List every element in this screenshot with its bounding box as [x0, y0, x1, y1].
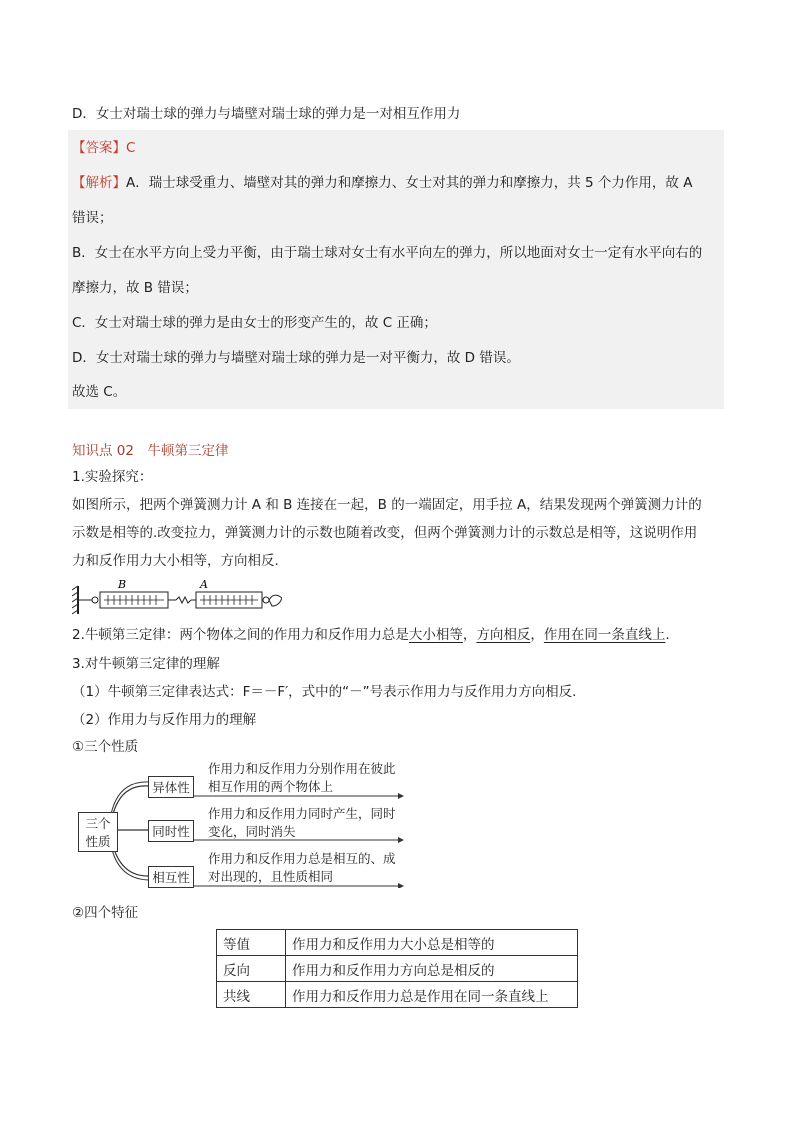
three-properties-mindmap [72, 758, 412, 888]
newton-third-law-line: 2.牛顿第三定律：两个物体之间的作用力和反作用力总是大小相等，方向相反，作用在同一条直线上. [72, 627, 670, 643]
answer-value: C [126, 140, 136, 156]
three-properties-heading: ①三个性质 [72, 739, 139, 755]
experiment-heading: 1.实验探究： [72, 469, 153, 485]
analysis-line-7: 故选 C。 [72, 384, 127, 400]
option-d-text: D．女士对瑞士球的弹力与墙壁对瑞士球的弹力是一对相互作用力 [72, 106, 461, 122]
analysis-line-1: 【解析】A．瑞士球受重力、墙壁对其的弹力和摩擦力、女士对其的弹力和摩擦力，共 5 个力作用，故 A [72, 175, 693, 191]
table-row [217, 982, 578, 1008]
law-underline-1: 大小相等 [408, 627, 463, 643]
law-underline-2: 方向相反 [476, 627, 531, 643]
spring-scale-figure [72, 578, 282, 622]
mindmap-label-simultaneity: 同时性 [148, 820, 194, 842]
analysis-line-5: C．女士对瑞士球的弹力是由女士的形变产生的，故 C 正确； [72, 315, 437, 331]
table-row [217, 956, 578, 982]
analysis-line-3: B．女士在水平方向上受力平衡，由于瑞士球对女士有水平向左的弹力，所以地面对女士一定有水平向右的 [72, 245, 703, 261]
experiment-line-1: 如图所示，把两个弹簧测力计 A 和 B 连接在一起，B 的一端固定，用手拉 A，结果发现两个弹簧测力计的 [72, 497, 702, 513]
mindmap-label-mutuality: 相互性 [148, 866, 194, 888]
mindmap-label-heterogeneity: 异体性 [148, 776, 194, 798]
feature-key: 反向 [217, 956, 286, 982]
answer-label: 【答案】 [72, 140, 126, 156]
analysis-line-4: 摩擦力，故 B 错误； [72, 280, 198, 296]
sub2-line: （2）作用力与反作用力的理解 [72, 712, 257, 728]
spring-label-a: A [200, 578, 208, 591]
feature-key: 共线 [217, 982, 286, 1008]
analysis-line-2: 错误； [72, 210, 113, 226]
feature-value: 作用力和反作用力大小总是相等的 [286, 930, 578, 956]
four-features-heading: ②四个特征 [72, 905, 139, 921]
experiment-line-2: 示数是相等的.改变拉力，弹簧测力计的示数也随着改变，但两个弹簧测力计的示数总是相等，这说明作用 [72, 525, 698, 541]
mindmap-desc-heterogeneity: 作用力和反作用力分别作用在彼此 相互作用的两个物体上 [208, 761, 396, 794]
analysis-label: 【解析】 [72, 175, 126, 191]
experiment-line-3: 力和反作用力大小相等，方向相反. [72, 553, 279, 569]
feature-key: 等值 [217, 930, 286, 956]
answer-line [72, 138, 135, 158]
mindmap-desc-simultaneity: 作用力和反作用力同时产生，同时 变化，同时消失 [208, 806, 396, 839]
feature-value: 作用力和反作用力总是作用在同一条直线上 [286, 982, 578, 1008]
law-underline-3: 作用在同一条直线上 [543, 627, 666, 643]
spring-label-b: B [118, 578, 127, 591]
mindmap-desc-mutuality: 作用力和反作用力总是相互的、成 对出现的，且性质相同 [208, 851, 396, 884]
section-title: 知识点 02 牛顿第三定律 [72, 443, 229, 459]
mindmap-center: 三个 性质 [78, 812, 118, 852]
feature-value: 作用力和反作用力方向总是相反的 [286, 956, 578, 982]
understanding-heading: 3.对牛顿第三定律的理解 [72, 656, 220, 672]
table-row [217, 930, 578, 956]
four-features-table [216, 929, 578, 1008]
analysis-line-6: D．女士对瑞士球的弹力与墙壁对瑞士球的弹力是一对平衡力，故 D 错误。 [72, 350, 520, 366]
formula-line: （1）牛顿第三定律表达式：F＝－F′，式中的“－”号表示作用力与反作用力方向相反. [72, 684, 577, 700]
